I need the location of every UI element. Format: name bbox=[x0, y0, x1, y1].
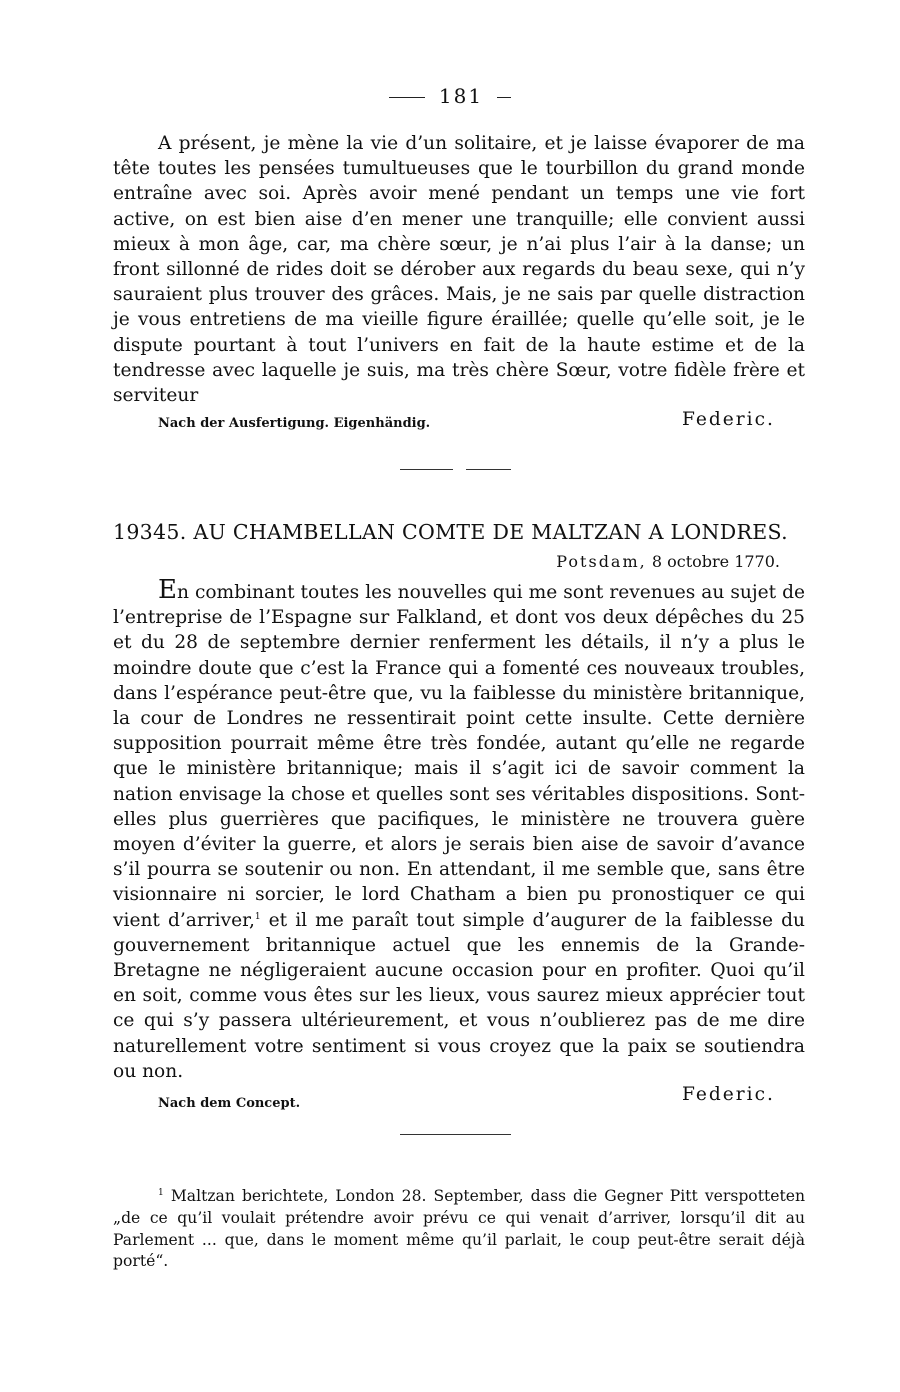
letter-two-dateline bbox=[556, 552, 780, 571]
header-dash-right bbox=[497, 97, 511, 98]
letter-two-signature: Federic. bbox=[682, 1084, 775, 1105]
letter-one-source-note: Nach der Ausfertigung. Eigenhändig. bbox=[158, 416, 431, 431]
letter-place: Potsdam, bbox=[556, 552, 647, 571]
section-separator-left bbox=[400, 469, 453, 470]
letter-two-heading bbox=[113, 520, 805, 544]
section-separator-right bbox=[466, 469, 511, 470]
footnote-reference: 1 bbox=[254, 911, 261, 922]
letter-two-text-part2: et il me paraît tout simple d’augurer de la faiblesse du gouvernement britannique actuel que les ennemis de la Grande-Bretagne ne négligeraient aucune occasion pour en profiter. Quoi qu’il en soit, comme vous êtes sur les lieux, vous saurez mieux apprécier tout ce qui s’y passera ultérieurement, et vous n’oublierez pas de me dire naturellement votre sentiment si vous croyez que la paix se soutiendra ou non. bbox=[113, 909, 805, 1082]
footnote-text: Maltzan berichtete, London 28. September, dass die Gegner Pitt verspotteten „de ce qu’il voulait prétendre avoir prévu ce qui venait d’arriver, lorsqu’il dit au Parlement ... que, dans le moment même qu’il parlait, le coup peut-être serait déjà porté“. bbox=[113, 1187, 805, 1271]
letter-two-text-part1: n combinant toutes les nouvelles qui me sont revenues au sujet de l’entreprise de l’Espagne sur Falkland, et dont vos deux dépêches du 25 et du 28 de septembre dernier renferment les détails, il n’y a plus le moindre doute que c’est la France qui a fomenté ces nouveaux troubles, dans l’espérance peut-être que, vu la faiblesse du ministère britannique, la cour de Londres ne ressentirait point cette insulte. Cette dernière supposition pourrait même être très fondée, autant qu’elle ne regarde que le ministère britannique; mais il s’agit ici de savoir comment la nation envisage la chose et quelles sont ses véritables dispositions. Sont-elles plus guerrières que pacifiques, le ministère ne trouvera guère moyen d’éviter la guerre, et alors je serais bien aise de savoir d’avance s’il pourra se soutenir ou non. En attendant, il me semble que, sans être visionnaire ni sorcier, le lord Chatham a bien pu pronostiquer ce qui vient d’arriver, bbox=[113, 582, 805, 931]
footnote-1 bbox=[113, 1186, 805, 1273]
page-header bbox=[0, 84, 900, 108]
footnotes bbox=[113, 1186, 805, 1273]
drop-cap: E bbox=[158, 575, 177, 605]
page-number: 181 bbox=[438, 84, 484, 108]
letter-two-paragraph bbox=[113, 575, 805, 1084]
footnote-marker: 1 bbox=[158, 1187, 164, 1198]
header-dash-left bbox=[389, 97, 425, 98]
letter-date: 8 octobre 1770. bbox=[651, 552, 780, 571]
letter-title: AU CHAMBELLAN COMTE DE MALTZAN A LONDRES. bbox=[193, 520, 788, 544]
letter-two-source-note: Nach dem Concept. bbox=[158, 1096, 301, 1111]
letter-one-body bbox=[113, 131, 805, 408]
letter-number: 19345. bbox=[113, 520, 187, 544]
letter-one-paragraph: A présent, je mène la vie d’un solitaire, et je laisse évaporer de ma tête toutes les pensées tumultueuses que le tourbillon du grand monde entraîne avec soi. Après avoir mené pendant un temps une vie fort active, on est bien aise d’en mener une tranquille; elle convient aussi mieux à mon âge, car, ma chère sœur, je n’ai plus l’air à la danse; un front sillonné de rides doit se dérober aux regards du beau sexe, qui n’y sauraient plus trouver des grâces. Mais, je ne sais par quelle distraction je vous entretiens de ma vieille figure éraillée; quelle qu’elle soit, je le dispute pourtant à tout l’univers en fait de la haute estime et de la tendresse avec laquelle je suis, ma très chère Sœur, votre fidèle frère et serviteur bbox=[113, 133, 805, 407]
letter-one-signature: Federic. bbox=[682, 409, 775, 430]
letter-two-body bbox=[113, 575, 805, 1084]
footnote-separator bbox=[400, 1134, 511, 1135]
